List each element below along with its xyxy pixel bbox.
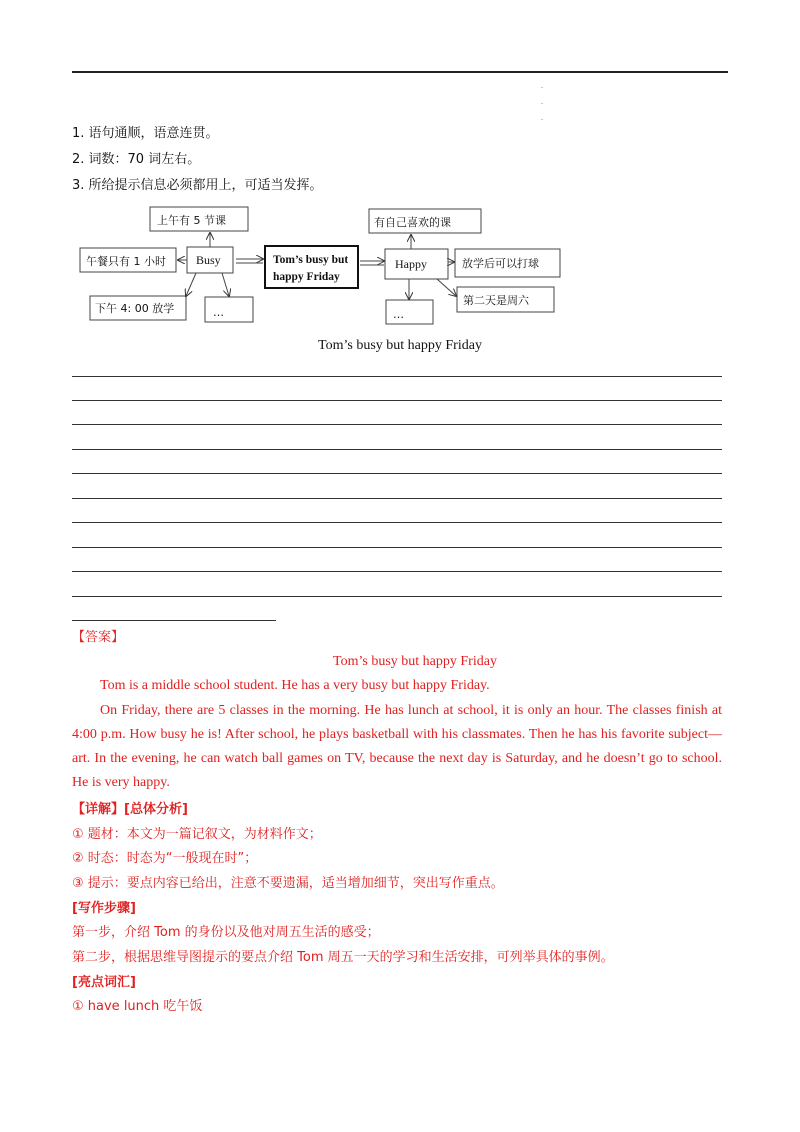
- busy-branch-3-label: 下午 4: 00 放学: [95, 302, 175, 315]
- writing-line: [72, 424, 722, 425]
- writing-line: [72, 473, 722, 474]
- vocab-item-1: ① have lunch 吃午饭: [72, 999, 203, 1014]
- requirement-3: 3. 所给提示信息必须都用上，可适当发挥。: [72, 178, 323, 193]
- short-writing-line: [72, 620, 276, 621]
- vocab-heading: [亮点词汇]: [72, 975, 136, 990]
- margin-dot: .: [541, 81, 543, 90]
- margin-dot: .: [541, 113, 543, 122]
- analysis-point-1: ① 题材：本文为一篇记叙文，为材料作文；: [72, 827, 322, 842]
- writing-line: [72, 400, 722, 401]
- happy-branch-3-label: 第二天是周六: [463, 294, 529, 307]
- writing-line: [72, 522, 722, 523]
- margin-dot: .: [541, 97, 543, 106]
- busy-node-label: Busy: [196, 253, 221, 267]
- mind-map: [0, 0, 800, 340]
- writing-line: [72, 571, 722, 572]
- writing-line: [72, 376, 722, 377]
- requirement-2: 2. 词数：70 词左右。: [72, 152, 201, 167]
- busy-branch-2-label: 午餐只有 1 小时: [86, 255, 166, 268]
- happy-node-label: Happy: [395, 257, 427, 271]
- writing-line: [72, 596, 722, 597]
- essay-title: Tom’s busy but happy Friday: [318, 338, 482, 353]
- step-2: 第二步，根据思维导图提示的要点介绍 Tom 周五一天的学习和生活安排，可列举具体的事例。: [72, 950, 614, 965]
- steps-heading: [写作步骤]: [72, 901, 136, 916]
- answer-paragraph-2: On Friday, there are 5 classes in the morning. He has lunch at school, it is only an hour. The classes finish at 4:00 p.m. How busy he is! After school, he plays basketball with his classmates. Then he has his favorite subject—art. In the evening, he can watch ball games on TV, because the next day is Saturday, and he doesn’t go to school. He is very happy.: [72, 703, 722, 790]
- step-1: 第一步，介绍 Tom 的身份以及他对周五生活的感受；: [72, 925, 380, 940]
- writing-line: [72, 498, 722, 499]
- writing-line: [72, 547, 722, 548]
- requirement-1: 1. 语句通顺，语意连贯。: [72, 126, 219, 141]
- answer-paragraph-1: Tom is a middle school student. He has a very busy but happy Friday.: [100, 678, 490, 693]
- writing-line: [72, 449, 722, 450]
- answer-heading: 【答案】: [72, 630, 125, 645]
- happy-branch-2-label: 放学后可以打球: [462, 257, 539, 270]
- center-label-line1: Tom’s busy but: [273, 254, 349, 266]
- happy-branch-1-label: 有自己喜欢的课: [374, 216, 451, 229]
- center-label-line2: happy Friday: [273, 271, 340, 283]
- busy-branch-4-label: …: [213, 306, 224, 319]
- analysis-heading: 【详解】[总体分析]: [72, 802, 188, 817]
- answer-title: Tom’s busy but happy Friday: [333, 654, 497, 669]
- analysis-point-2: ② 时态：时态为“一般现在时”；: [72, 851, 258, 866]
- busy-branch-1-label: 上午有 5 节课: [157, 214, 226, 227]
- happy-branch-4-label: …: [393, 308, 404, 321]
- analysis-point-3: ③ 提示：要点内容已给出，注意不要遗漏，适当增加细节，突出写作重点。: [72, 876, 504, 891]
